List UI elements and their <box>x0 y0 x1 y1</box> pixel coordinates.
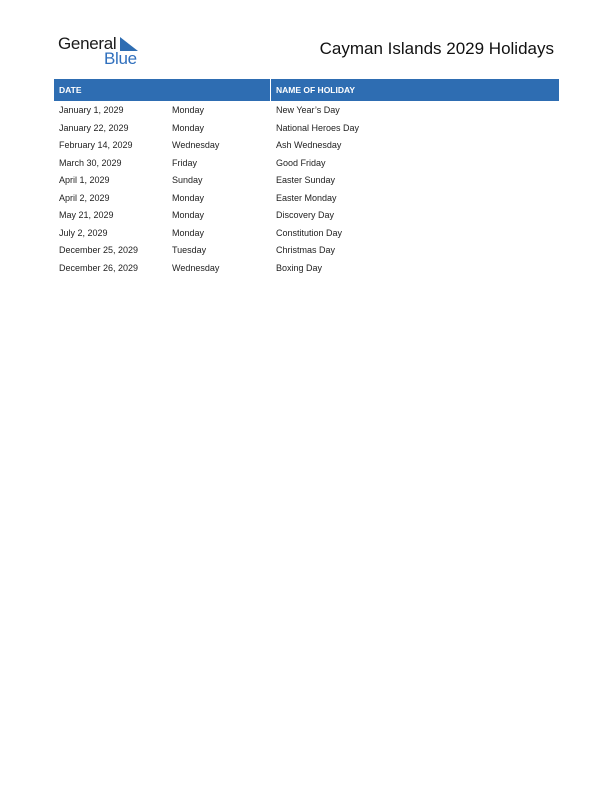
table-row <box>54 207 559 225</box>
row-date: May 21, 2029 <box>59 210 114 220</box>
row-date: July 2, 2029 <box>59 227 108 238</box>
row-holiday-name: Boxing Day <box>276 262 323 273</box>
row-weekday: Monday <box>172 227 205 238</box>
table-body <box>54 101 559 277</box>
table-row <box>54 172 559 190</box>
table-row <box>54 155 559 173</box>
row-weekday: Monday <box>172 122 205 133</box>
row-holiday-name: Ash Wednesday <box>276 140 342 150</box>
row-weekday: Monday <box>172 210 205 220</box>
row-holiday-name: New Year’s Day <box>276 105 340 115</box>
row-date: April 2, 2029 <box>59 192 110 203</box>
row-date: April 1, 2029 <box>59 175 110 185</box>
row-holiday-name: Constitution Day <box>276 227 343 238</box>
page-title: Cayman Islands 2029 Holidays <box>319 39 554 58</box>
logo-word-general: General <box>58 34 117 53</box>
row-date: January 22, 2029 <box>59 122 129 133</box>
table-row <box>54 225 559 243</box>
row-weekday: Monday <box>172 192 205 203</box>
header-holiday-name: NAME OF HOLIDAY <box>271 79 559 101</box>
row-holiday-name: National Heroes Day <box>276 122 360 133</box>
row-holiday-name: Good Friday <box>276 157 326 168</box>
row-date: January 1, 2029 <box>59 105 124 115</box>
table-row <box>54 120 559 138</box>
table-row <box>54 137 559 155</box>
row-weekday: Monday <box>172 105 205 115</box>
row-date: December 25, 2029 <box>59 245 139 255</box>
header-date: DATE <box>54 79 270 101</box>
row-holiday-name: Discovery Day <box>276 210 335 220</box>
table-row <box>54 242 559 260</box>
row-weekday: Tuesday <box>172 245 207 255</box>
row-weekday: Sunday <box>172 175 203 185</box>
table-row <box>54 260 559 278</box>
table-row <box>54 102 559 120</box>
row-weekday: Friday <box>172 157 198 168</box>
row-holiday-name: Easter Sunday <box>276 175 336 185</box>
table-row <box>54 190 559 208</box>
row-holiday-name: Easter Monday <box>276 192 337 203</box>
row-date: December 26, 2029 <box>59 262 139 273</box>
logo-word-blue: Blue <box>104 49 137 68</box>
brand-logo <box>58 34 148 68</box>
row-date: February 14, 2029 <box>59 140 133 150</box>
row-date: March 30, 2029 <box>59 157 122 168</box>
row-holiday-name: Christmas Day <box>276 245 336 255</box>
holiday-table <box>54 79 559 277</box>
row-weekday: Wednesday <box>172 262 220 273</box>
table-header <box>54 79 559 101</box>
row-weekday: Wednesday <box>172 140 220 150</box>
